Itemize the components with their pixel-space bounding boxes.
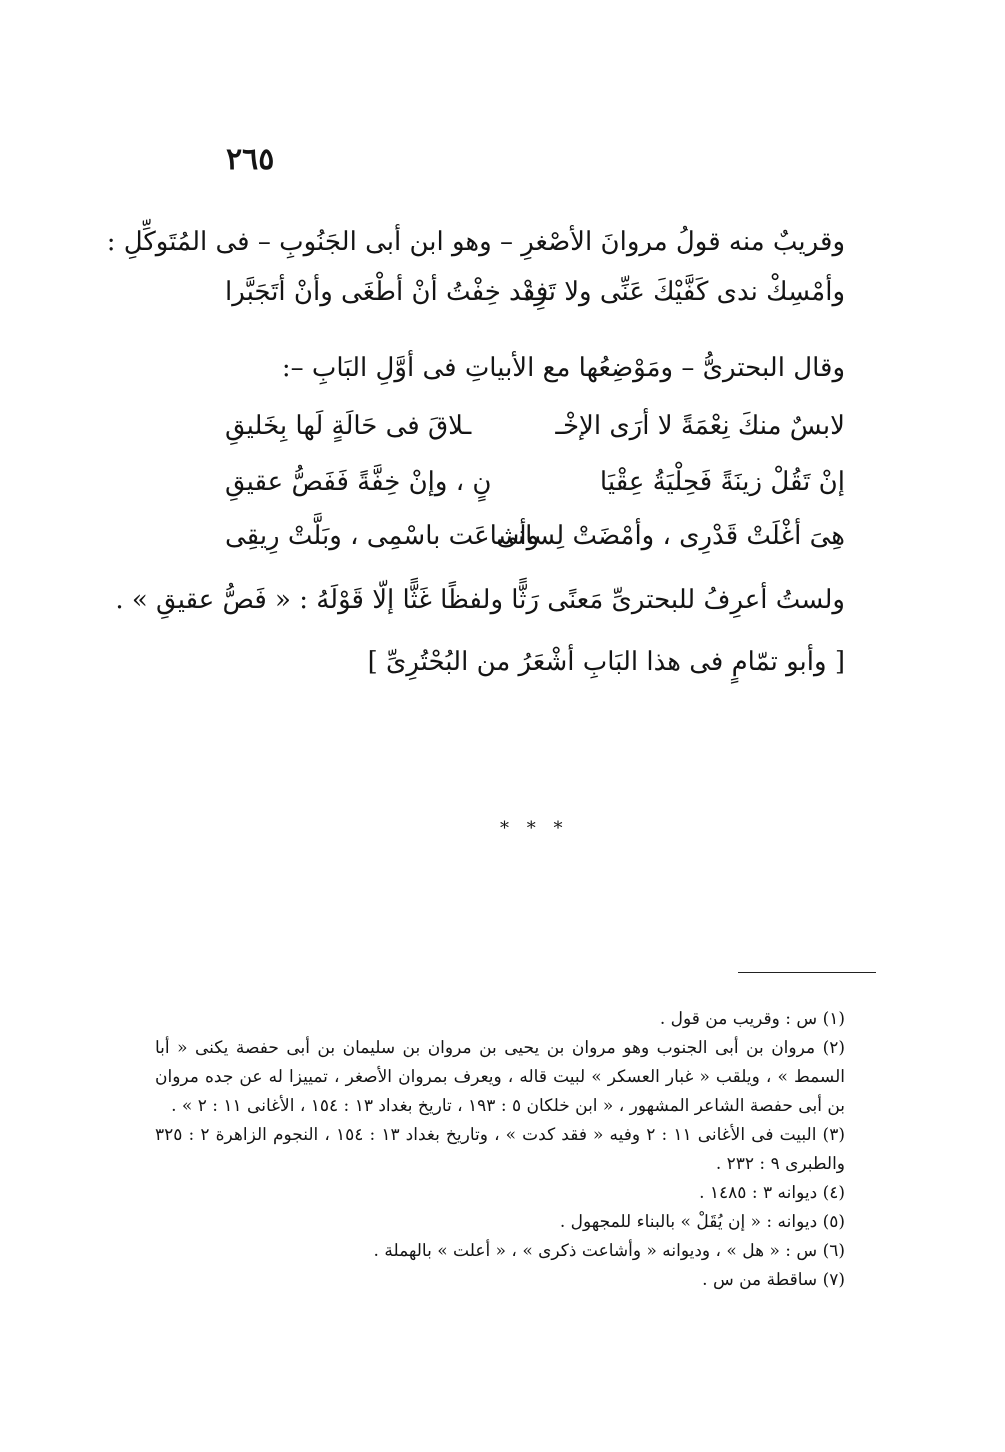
comment-line: ولستُ أعرِفُ للبحترىِّ مَعنًى رَثًّا ولفظًا غَثًّا إلّا قَوْلَهُ : « فَصُّ عقيقِ » . bbox=[115, 585, 845, 615]
verse-3-first-hemistich: إنْ تَقُلْ زينَةً فَحِلْيَةُ عِقْيَا bbox=[599, 467, 845, 497]
intro-prose-line: وقريبٌ منه قولُ مروانَ الأصْغرِ – وهو ابن أبى الجَنُوبِ – فى المُتَوكِّلِ : bbox=[106, 227, 845, 257]
verse-1-first-hemistich: وأمْسِكْ ندى كَفَّيْكَ عَنِّى ولا تَزِدْ bbox=[522, 277, 845, 307]
verse-3-second-hemistich: نٍ ، وإنْ خِفَّةً فَفَصُّ عقيقِ bbox=[225, 467, 492, 497]
verse-2-first-hemistich: لابسٌ منكَ نِعْمَةً لا أرَى الإخْـ bbox=[555, 411, 845, 441]
verse-line-1 bbox=[225, 270, 845, 314]
footnote-7: (٧) ساقطة من س . bbox=[702, 1270, 845, 1290]
footnote-rule bbox=[738, 972, 876, 973]
footnote-6: (٦) س : « هل » ، وديوانه « وأشاعت ذكرى » ، « أعلت » بالهملة . bbox=[373, 1241, 845, 1261]
footnotes bbox=[155, 1005, 845, 1295]
verse-4-second-hemistich: وأشاعَت باسْمِى ، وبَلَّتْ رِيقِى bbox=[225, 521, 540, 551]
section-separator: * * * bbox=[500, 818, 569, 839]
page-number: ٢٦٥ bbox=[226, 142, 275, 177]
footnote-4: (٤) ديوانه ٣ : ١٤٨٥ . bbox=[699, 1183, 845, 1203]
verse-line-2 bbox=[225, 404, 845, 448]
verse-line-4 bbox=[225, 514, 845, 558]
footnote-3: (٣) البيت فى الأغانى ١١ : ٢ وفيه « فقد كدت » ، وتاريخ بغداد ١٣ : ١٥٤ ، النجوم الزاهرة ٢ : ٣٢٥ والطبرى ٩ : ٢٣٢ . bbox=[155, 1125, 845, 1174]
closing-bracket-line: [ وأبو تمّامٍ فى هذا البَابِ أشْعَرُ من البُحْتُرِىِّ ] bbox=[367, 647, 845, 677]
footnote-5: (٥) ديوانه : « إن يُقَلْ » بالبناء للمجهول . bbox=[559, 1212, 845, 1232]
verse-line-3 bbox=[225, 460, 845, 504]
footnote-1: (١) س : وقريب من قول . bbox=[659, 1009, 845, 1029]
footnote-2: (٢) مروان بن أبى الجنوب وهو مروان بن يحيى بن مروان بن سليمان بن أبى حفصة يكنى « أبا السمط » ، ويلقب « غبار العسكر » لبيت قاله ، ويعرف بمروان الأصغر ، تمييزا له عن جده مروان بن أبى حفصة الشاعر المشهور ، « ابن خلكان ٥ : ١٩٣ ، تاريخ بغداد ١٣ : ١٥٤ ، الأغانى ١١ : ٢ » . bbox=[155, 1038, 845, 1116]
verse-2-second-hemistich: ـلاقَ فى حَالَةٍ لَها بِخَليقِ bbox=[225, 411, 472, 441]
verse-4-first-hemistich: هِىَ أغْلَتْ قَدْرِى ، وأمْضَتْ لِسانى bbox=[496, 521, 845, 551]
verse-1-second-hemistich: فقد خِفْتُ أنْ أطْغَى وأنْ أتَجَبَّرا bbox=[225, 277, 549, 307]
buhturi-intro-line: وقال البحترىُّ – ومَوْضِعُها مع الأبياتِ فى أوَّلِ البَابِ –: bbox=[281, 353, 845, 383]
